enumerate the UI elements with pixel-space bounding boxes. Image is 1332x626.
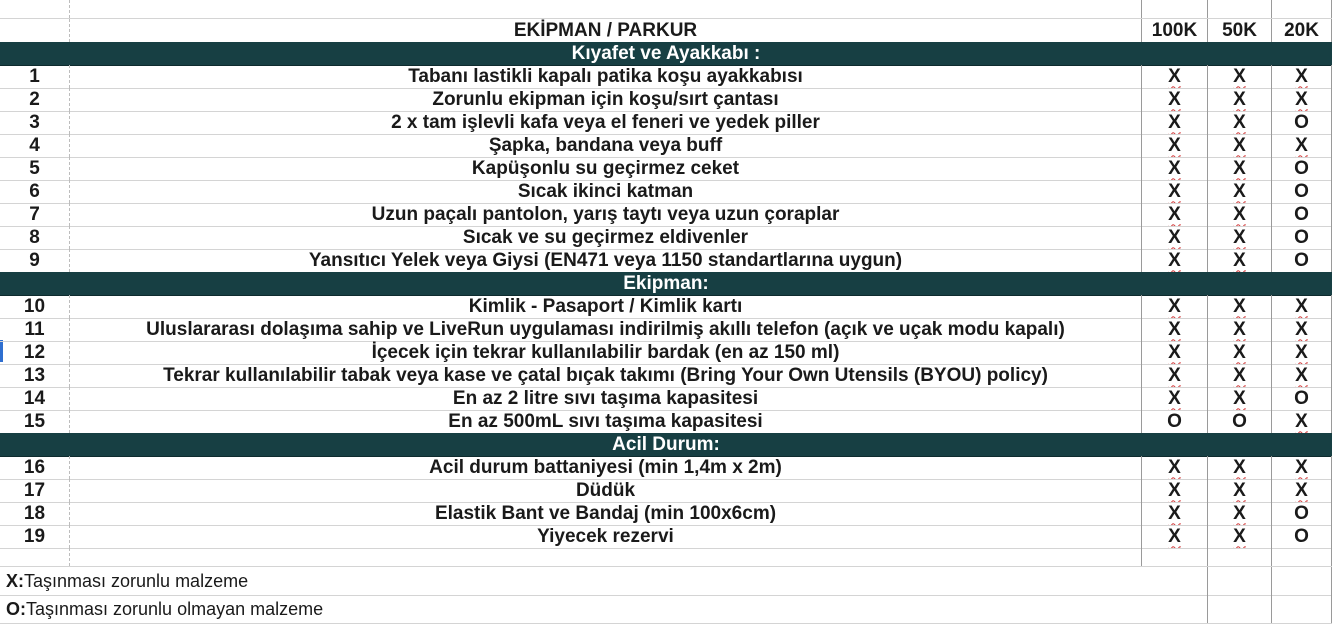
row-number-cell-value: 12 [23, 341, 46, 363]
row-number-cell-value: 14 [23, 387, 46, 409]
equipment-item-cell-value: İçecek için tekrar kullanılabilir bardak (en az 150 ml) [371, 341, 840, 363]
mark-cell-20k-value: O [1294, 502, 1309, 524]
mark-cell-100k-value: X [1168, 226, 1181, 248]
mark-cell-50k-value: X [1233, 387, 1246, 409]
empty-cell[interactable] [1142, 548, 1208, 566]
mark-cell-100k-value: O [1167, 410, 1182, 432]
row-number-cell-value: 16 [23, 456, 46, 478]
row-number-cell-value: 17 [23, 479, 46, 501]
equipment-item-cell[interactable] [70, 65, 1142, 88]
mark-cell-50k[interactable] [1208, 318, 1272, 341]
header-50k-cell-value: 50K [1222, 19, 1257, 41]
mark-cell-100k-value: X [1168, 134, 1181, 156]
mark-cell-20k[interactable] [1272, 157, 1332, 180]
equipment-item-cell[interactable] [70, 295, 1142, 318]
mark-cell-100k[interactable] [1142, 157, 1208, 180]
mark-cell-20k[interactable] [1272, 525, 1332, 548]
equipment-item-cell-value: Kimlik - Pasaport / Kimlik kartı [468, 295, 743, 317]
table-row [0, 88, 1332, 112]
row-number-cell[interactable] [0, 134, 70, 157]
equipment-item-cell-value: Zorunlu ekipman için koşu/sırt çantası [432, 88, 779, 110]
equipment-item-cell[interactable] [70, 318, 1142, 341]
mark-cell-50k[interactable] [1208, 180, 1272, 203]
mark-cell-50k-value: X [1233, 479, 1246, 501]
section-title[interactable]: Kıyafet ve Ayakkabı : [571, 42, 761, 64]
row-number-cell-value: 4 [29, 134, 40, 156]
table-row [0, 479, 1332, 503]
empty-cell[interactable] [1142, 0, 1208, 18]
mark-cell-100k[interactable] [1142, 226, 1208, 249]
mark-cell-20k-value: O [1294, 387, 1309, 409]
equipment-item-cell-value: Sıcak ikinci katman [517, 180, 694, 202]
mark-cell-20k-value: X [1295, 364, 1308, 386]
row-number-cell-value: 1 [29, 65, 40, 87]
empty-cell[interactable] [1142, 595, 1208, 623]
mark-cell-100k[interactable] [1142, 295, 1208, 318]
mark-cell-100k-value: X [1168, 341, 1181, 363]
mark-cell-100k-value: X [1168, 479, 1181, 501]
empty-cell[interactable] [1208, 595, 1272, 623]
table-row [0, 410, 1332, 434]
row-number-cell-value: 3 [29, 111, 40, 133]
mark-cell-100k[interactable] [1142, 249, 1208, 272]
row-number-cell[interactable] [0, 479, 70, 502]
equipment-item-cell[interactable] [70, 410, 1142, 433]
mark-cell-50k[interactable] [1208, 525, 1272, 548]
row-number-cell[interactable] [0, 318, 70, 341]
mark-cell-100k-value: X [1168, 502, 1181, 524]
table-row [0, 525, 1332, 549]
mark-cell-20k[interactable] [1272, 456, 1332, 479]
empty-cell[interactable] [70, 548, 1142, 566]
mark-cell-20k-value: X [1295, 295, 1308, 317]
equipment-item-cell[interactable] [70, 134, 1142, 157]
mark-cell-20k-value: O [1294, 180, 1309, 202]
mark-cell-50k-value: X [1233, 203, 1246, 225]
row-number-cell[interactable] [0, 88, 70, 111]
mark-cell-20k-value: O [1294, 525, 1309, 547]
table-header-row [0, 19, 1332, 43]
equipment-item-cell[interactable] [70, 249, 1142, 272]
mark-cell-20k-value: O [1294, 249, 1309, 271]
section-title[interactable]: Acil Durum: [612, 433, 720, 455]
mark-cell-100k-value: X [1168, 180, 1181, 202]
mark-cell-100k-value: X [1168, 364, 1181, 386]
row-number-cell[interactable] [0, 226, 70, 249]
mark-cell-50k[interactable] [1208, 410, 1272, 433]
equipment-item-cell-value: Düdük [575, 479, 636, 501]
equipment-item-cell[interactable] [70, 456, 1142, 479]
equipment-item-cell[interactable] [70, 157, 1142, 180]
row-number-cell[interactable] [0, 525, 70, 548]
table-row [0, 387, 1332, 411]
mark-cell-50k-value: X [1233, 111, 1246, 133]
row-number-cell-value: 10 [23, 295, 46, 317]
row-number-cell-value: 15 [23, 410, 46, 432]
equipment-item-cell-value: Uzun paçalı pantolon, yarış taytı veya uzun çoraplar [371, 203, 840, 225]
mark-cell-20k-value: O [1294, 157, 1309, 179]
row-number-cell[interactable] [0, 502, 70, 525]
mark-cell-50k-value: X [1233, 295, 1246, 317]
equipment-item-cell-value: Tekrar kullanılabilir tabak veya kase ve çatal bıçak takımı (Bring Your Own Utensils (BYOU) policy) [163, 364, 1048, 386]
header-title-cell[interactable] [70, 19, 1142, 42]
mark-cell-50k-value: X [1233, 88, 1246, 110]
empty-cell[interactable] [1272, 0, 1332, 18]
mark-cell-50k-value: X [1233, 226, 1246, 248]
mark-cell-100k[interactable] [1142, 456, 1208, 479]
equipment-item-cell-value: Elastik Bant ve Bandaj (min 100x6cm) [434, 502, 777, 524]
legend-text: Taşınması zorunlu malzeme [24, 570, 249, 591]
mark-cell-100k[interactable] [1142, 502, 1208, 525]
equipment-item-cell-value: Tabanı lastikli kapalı patika koşu ayakkabısı [408, 65, 803, 87]
mark-cell-20k-value: X [1295, 341, 1308, 363]
mark-cell-100k[interactable] [1142, 410, 1208, 433]
mark-cell-100k-value: X [1168, 65, 1181, 87]
row-number-cell[interactable] [0, 410, 70, 433]
mark-cell-50k[interactable] [1208, 456, 1272, 479]
mark-cell-20k-value: O [1294, 203, 1309, 225]
legend-row [0, 567, 1332, 596]
mark-cell-20k[interactable] [1272, 111, 1332, 134]
mark-cell-100k[interactable] [1142, 111, 1208, 134]
mark-cell-50k[interactable] [1208, 387, 1272, 410]
header-100k-cell[interactable] [1142, 19, 1208, 42]
equipment-item-cell-value: Yansıtıcı Yelek veya Giysi (EN471 veya 1150 standartlarına uygun) [308, 249, 903, 271]
mark-cell-100k[interactable] [1142, 341, 1208, 364]
mark-cell-20k-value: X [1295, 88, 1308, 110]
mark-cell-100k[interactable] [1142, 65, 1208, 88]
mark-cell-50k[interactable] [1208, 502, 1272, 525]
mark-cell-50k-value: O [1232, 410, 1247, 432]
equipment-item-cell-value: Yiyecek rezervi [537, 525, 674, 547]
mark-cell-100k[interactable] [1142, 525, 1208, 548]
mark-cell-50k-value: X [1233, 364, 1246, 386]
mark-cell-20k-value: X [1295, 65, 1308, 87]
table-row [0, 226, 1332, 250]
table-row [0, 502, 1332, 526]
mark-cell-100k-value: X [1168, 203, 1181, 225]
empty-cell[interactable] [1272, 595, 1332, 623]
row-number-cell[interactable] [0, 387, 70, 410]
mark-cell-20k[interactable] [1272, 249, 1332, 272]
equipment-item-cell[interactable] [70, 525, 1142, 548]
mark-cell-100k-value: X [1168, 157, 1181, 179]
section-header-row [0, 433, 1332, 457]
mark-cell-20k[interactable] [1272, 410, 1332, 433]
equipment-item-cell-value: 2 x tam işlevli kafa veya el feneri ve yedek piller [391, 111, 820, 133]
equipment-item-cell-value: Acil durum battaniyesi (min 1,4m x 2m) [429, 456, 782, 478]
mark-cell-100k[interactable] [1142, 364, 1208, 387]
mark-cell-100k-value: X [1168, 249, 1181, 271]
mark-cell-50k[interactable] [1208, 479, 1272, 502]
mark-cell-50k-value: X [1233, 525, 1246, 547]
mark-cell-50k[interactable] [1208, 226, 1272, 249]
mark-cell-20k-value: O [1294, 111, 1309, 133]
mark-cell-20k[interactable] [1272, 180, 1332, 203]
mark-cell-20k[interactable] [1272, 134, 1332, 157]
mark-cell-20k[interactable] [1272, 65, 1332, 88]
row-number-cell-value: 8 [29, 226, 40, 248]
mark-cell-20k-value: X [1295, 479, 1308, 501]
equipment-item-cell[interactable] [70, 479, 1142, 502]
row-number-cell[interactable] [0, 364, 70, 387]
mark-cell-50k[interactable] [1208, 65, 1272, 88]
table-row [0, 318, 1332, 342]
equipment-item-cell[interactable] [70, 111, 1142, 134]
mark-cell-50k[interactable] [1208, 134, 1272, 157]
empty-cell[interactable] [1208, 548, 1272, 566]
row-number-cell-value: 9 [29, 249, 40, 271]
empty-cell[interactable] [0, 0, 70, 18]
equipment-item-cell-value: En az 500mL sıvı taşıma kapasitesi [448, 410, 763, 432]
legend-entry [6, 595, 323, 623]
mark-cell-50k[interactable] [1208, 111, 1272, 134]
mark-cell-100k[interactable] [1142, 203, 1208, 226]
legend-entry [6, 567, 248, 595]
row-number-cell-value: 18 [23, 502, 46, 524]
mark-cell-20k[interactable] [1272, 387, 1332, 410]
mark-cell-50k-value: X [1233, 456, 1246, 478]
row-number-cell[interactable] [0, 203, 70, 226]
blank-row [0, 0, 1332, 19]
mark-cell-100k[interactable] [1142, 479, 1208, 502]
mark-cell-20k[interactable] [1272, 341, 1332, 364]
mark-cell-20k-value: X [1295, 410, 1308, 432]
row-number-cell[interactable] [0, 295, 70, 318]
mark-cell-20k[interactable] [1272, 88, 1332, 111]
mark-cell-50k-value: X [1233, 134, 1246, 156]
mark-cell-100k[interactable] [1142, 88, 1208, 111]
mark-cell-50k[interactable] [1208, 364, 1272, 387]
mark-cell-100k-value: X [1168, 295, 1181, 317]
mark-cell-20k[interactable] [1272, 203, 1332, 226]
mark-cell-20k-value: X [1295, 456, 1308, 478]
equipment-item-cell-value: En az 2 litre sıvı taşıma kapasitesi [452, 387, 759, 409]
mark-cell-100k-value: X [1168, 318, 1181, 340]
equipment-item-cell[interactable] [70, 203, 1142, 226]
mark-cell-50k-value: X [1233, 341, 1246, 363]
table-row [0, 111, 1332, 135]
equipment-item-cell-value: Uluslararası dolaşıma sahip ve LiveRun uygulaması indirilmiş akıllı telefon (açık ve uçak modu kapalı) [146, 318, 1065, 340]
mark-cell-100k[interactable] [1142, 387, 1208, 410]
mark-cell-50k-value: X [1233, 502, 1246, 524]
mark-cell-50k-value: X [1233, 318, 1246, 340]
empty-cell[interactable] [1272, 567, 1332, 595]
mark-cell-50k[interactable] [1208, 341, 1272, 364]
mark-cell-50k-value: X [1233, 157, 1246, 179]
section-title[interactable]: Ekipman: [623, 272, 709, 294]
mark-cell-50k[interactable] [1208, 157, 1272, 180]
row-number-cell-value: 5 [29, 157, 40, 179]
blank-row [0, 548, 1332, 567]
row-number-cell-value: 19 [23, 525, 46, 547]
section-header-row [0, 272, 1332, 296]
legend-row [0, 595, 1332, 624]
mark-cell-50k-value: X [1233, 180, 1246, 202]
empty-cell[interactable] [1208, 0, 1272, 18]
mark-cell-100k[interactable] [1142, 134, 1208, 157]
empty-cell[interactable] [1208, 567, 1272, 595]
equipment-item-cell[interactable] [70, 387, 1142, 410]
mark-cell-20k[interactable] [1272, 364, 1332, 387]
mark-cell-100k-value: X [1168, 456, 1181, 478]
equipment-item-cell[interactable] [70, 88, 1142, 111]
table-row [0, 295, 1332, 319]
table-row [0, 157, 1332, 181]
row-number-cell-value: 11 [24, 318, 45, 340]
row-number-cell-value: 2 [29, 88, 40, 110]
legend-text: Taşınması zorunlu olmayan malzeme [26, 598, 324, 619]
mark-cell-20k-value: X [1295, 134, 1308, 156]
table-row [0, 249, 1332, 273]
mark-cell-20k[interactable] [1272, 479, 1332, 502]
equipment-item-cell-value: Şapka, bandana veya buff [488, 134, 723, 156]
legend-key: O: [6, 598, 26, 619]
empty-cell[interactable] [70, 0, 1142, 18]
mark-cell-50k-value: X [1233, 65, 1246, 87]
equipment-item-cell-value: Kapüşonlu su geçirmez ceket [471, 157, 740, 179]
row-number-cell-value: 13 [23, 364, 46, 386]
empty-cell[interactable] [1142, 567, 1208, 595]
empty-cell[interactable] [1272, 548, 1332, 566]
empty-cell[interactable] [0, 548, 70, 566]
table-row [0, 180, 1332, 204]
equipment-item-cell[interactable] [70, 502, 1142, 525]
table-row [0, 456, 1332, 480]
header-title-cell-value: EKİPMAN / PARKUR [513, 19, 698, 41]
table-row [0, 134, 1332, 158]
row-number-cell-value: 7 [29, 203, 40, 225]
mark-cell-50k[interactable] [1208, 249, 1272, 272]
equipment-item-cell[interactable] [70, 364, 1142, 387]
header-20k-cell-value: 20K [1284, 19, 1319, 41]
row-number-cell[interactable] [0, 456, 70, 479]
mark-cell-20k[interactable] [1272, 502, 1332, 525]
mark-cell-50k-value: X [1233, 249, 1246, 271]
table-row [0, 364, 1332, 388]
mark-cell-50k[interactable] [1208, 88, 1272, 111]
row-number-cell[interactable] [0, 341, 70, 364]
mark-cell-100k-value: X [1168, 387, 1181, 409]
mark-cell-100k[interactable] [1142, 318, 1208, 341]
row-number-cell[interactable] [0, 111, 70, 134]
mark-cell-50k[interactable] [1208, 295, 1272, 318]
row-number-cell[interactable] [0, 65, 70, 88]
mark-cell-100k-value: X [1168, 525, 1181, 547]
mark-cell-20k-value: X [1295, 318, 1308, 340]
mark-cell-20k-value: O [1294, 226, 1309, 248]
table-row [0, 341, 1332, 365]
mark-cell-50k[interactable] [1208, 203, 1272, 226]
mark-cell-20k[interactable] [1272, 295, 1332, 318]
legend-key: X: [6, 570, 24, 591]
header-100k-cell-value: 100K [1151, 19, 1198, 41]
row-number-cell[interactable] [0, 249, 70, 272]
section-header-row [0, 42, 1332, 66]
mark-cell-20k[interactable] [1272, 226, 1332, 249]
row-number-cell[interactable] [0, 180, 70, 203]
table-row [0, 65, 1332, 89]
header-20k-cell[interactable] [1272, 19, 1332, 42]
header-num-cell[interactable] [0, 19, 70, 42]
table-row [0, 203, 1332, 227]
mark-cell-100k-value: X [1168, 88, 1181, 110]
equipment-item-cell[interactable] [70, 341, 1142, 364]
equipment-item-cell-value: Sıcak ve su geçirmez eldivenler [462, 226, 749, 248]
equipment-item-cell[interactable] [70, 180, 1142, 203]
mark-cell-100k[interactable] [1142, 180, 1208, 203]
header-50k-cell[interactable] [1208, 19, 1272, 42]
equipment-item-cell[interactable] [70, 226, 1142, 249]
row-number-cell-value: 6 [29, 180, 40, 202]
mark-cell-100k-value: X [1168, 111, 1181, 133]
mark-cell-20k[interactable] [1272, 318, 1332, 341]
row-number-cell[interactable] [0, 157, 70, 180]
